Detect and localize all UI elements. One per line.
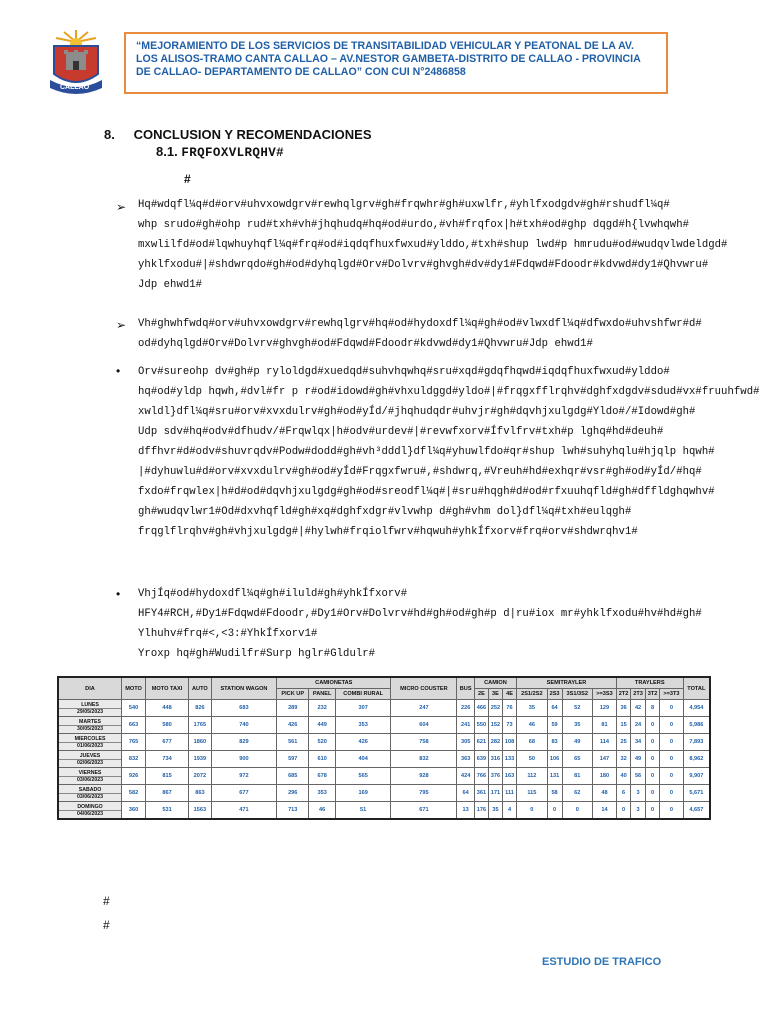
paragraph-line: Vh#ghwhfwdq#orv#uhvxowdgrv#rewhqlgrv#hq#od#hydoxdfl¼q#gh#od#vlwxdfl¼q#dfwxdo#uhvshfwr#d#	[138, 318, 702, 330]
count-cell: 58	[547, 785, 562, 802]
count-cell: 426	[335, 734, 390, 751]
day-cell	[58, 717, 122, 734]
table-row	[58, 785, 710, 802]
count-cell: 252	[488, 700, 502, 717]
count-cell: 466	[474, 700, 488, 717]
count-cell: 147	[593, 751, 617, 768]
count-cell: 765	[122, 734, 146, 751]
count-cell: 928	[391, 768, 457, 785]
sub-header: 3E	[488, 689, 502, 700]
count-cell: 826	[189, 700, 212, 717]
count-cell: 241	[457, 717, 474, 734]
paragraph-2	[138, 314, 702, 354]
sub-header: 4E	[502, 689, 516, 700]
count-cell: 0	[645, 717, 659, 734]
count-cell: 449	[309, 717, 336, 734]
sub-header: >=3S3	[593, 689, 617, 700]
sub-header: 2S1/2S2	[517, 689, 548, 700]
count-cell: 829	[211, 734, 276, 751]
sub-header: 2E	[474, 689, 488, 700]
table-row	[58, 700, 710, 717]
paragraph-line: Orv#sureohp dv#gh#p ryloldgd#xuedqd#suhvhqwhq#sru#xqd#gdqfhqwd#iqdqfhuxfwxud#ylddo#	[138, 366, 670, 378]
count-cell: 448	[146, 700, 189, 717]
count-cell: 114	[593, 734, 617, 751]
count-cell: 832	[122, 751, 146, 768]
col-header-camionetas: CAMIONETAS	[277, 677, 391, 689]
col-header-traylers: TRAYLERS	[616, 677, 683, 689]
count-cell: 353	[335, 717, 390, 734]
callao-logo	[46, 28, 106, 100]
col-header-moto: MOTO	[122, 677, 146, 700]
arrow-bullet-icon: ➢	[116, 200, 127, 214]
count-cell: 580	[146, 717, 189, 734]
count-cell: 867	[146, 785, 189, 802]
count-cell: 734	[146, 751, 189, 768]
count-cell: 112	[517, 768, 548, 785]
count-cell: 404	[335, 751, 390, 768]
paragraph-1	[138, 195, 728, 295]
count-cell: 926	[122, 768, 146, 785]
count-cell: 597	[277, 751, 309, 768]
paragraph-3	[138, 362, 760, 542]
count-cell: 169	[335, 785, 390, 802]
count-cell: 46	[309, 802, 336, 820]
count-cell: 863	[189, 785, 212, 802]
count-cell: 610	[309, 751, 336, 768]
count-cell: 713	[277, 802, 309, 820]
count-cell: 0	[660, 751, 683, 768]
sub-header: PANEL	[309, 689, 336, 700]
day-cell	[58, 751, 122, 768]
paragraph-line: hq#od#yldp hqwh,#dvl#fr p r#od#idowd#gh#vhxuldggd#yldo#|#frqgxfflrqhv#dghfxdgdv#sdud#vx#fruuhfwd#	[138, 386, 760, 398]
count-cell: 129	[593, 700, 617, 717]
count-cell: 424	[457, 768, 474, 785]
count-cell: 64	[457, 785, 474, 802]
count-cell: 471	[211, 802, 276, 820]
table-row	[58, 802, 710, 820]
table-row	[58, 734, 710, 751]
count-cell: 106	[547, 751, 562, 768]
count-cell: 6	[616, 785, 630, 802]
sub-header: 2T3	[631, 689, 645, 700]
count-cell: 0	[660, 802, 683, 820]
paragraph-line: Yroxp hq#gh#Wudilfr#Surp hglr#Gldulr#	[138, 648, 376, 660]
count-cell: 36	[616, 700, 630, 717]
count-cell: 307	[335, 700, 390, 717]
col-header-day: DIA	[58, 677, 122, 700]
count-cell: 376	[488, 768, 502, 785]
count-cell: 4	[502, 802, 516, 820]
count-cell: 1860	[189, 734, 212, 751]
count-cell: 24	[631, 717, 645, 734]
paragraph-line: gh#wudqvlwr1#Od#dxvhqfld#gh#xq#dghfxdgr#vlvwhp d#gh#vhm dol}dfl¼q#txh#eulqgh#	[138, 506, 632, 518]
paragraph-line: Ylhuhv#frq#<,<3:#YhkÍfxorv1#	[138, 628, 318, 640]
paragraph-line: mxwlilfd#od#lqwhuyhqfl¼q#frq#od#iqdqfhuxfwxud#ylddo,#txh#shup lwd#p hmrudu#od#wudqvlwdeldgd#	[138, 239, 728, 251]
count-cell: 247	[391, 700, 457, 717]
count-cell: 35	[562, 717, 593, 734]
count-cell: 14	[593, 802, 617, 820]
count-cell: 316	[488, 751, 502, 768]
paragraph-line: |#dyhuwlu#d#orv#xvxdulrv#gh#od#yÍd#Frqgxfwru#,#shdwrq,#Vreuh#hd#exhqr#vsr#gh#od#yÍd/#hq#	[138, 466, 702, 478]
count-cell: 76	[502, 700, 516, 717]
day-cell	[58, 734, 122, 751]
count-cell: 531	[146, 802, 189, 820]
col-header-camion: CAMION	[474, 677, 516, 689]
total-cell: 5,986	[683, 717, 710, 734]
count-cell: 0	[547, 802, 562, 820]
count-cell: 0	[645, 802, 659, 820]
paragraph-line: dffhvr#d#odv#shuvrqdv#Podw#dodd#gh#vh³dddl}dfl¼q#yhuwlfdo#qr#shup lwh#suhyhqlu#hjqlp hqwh#	[138, 446, 715, 458]
count-cell: 972	[211, 768, 276, 785]
count-cell: 540	[122, 700, 146, 717]
section-number: 8.	[104, 127, 115, 142]
count-cell: 73	[502, 717, 516, 734]
traffic-volume-table	[57, 676, 711, 820]
count-cell: 163	[502, 768, 516, 785]
count-cell: 426	[277, 717, 309, 734]
arrow-bullet-icon: ➢	[116, 318, 127, 332]
total-cell: 5,671	[683, 785, 710, 802]
count-cell: 0	[660, 768, 683, 785]
traffic-table-body	[58, 700, 710, 820]
count-cell: 52	[562, 700, 593, 717]
col-header-auto: AUTO	[189, 677, 212, 700]
total-cell: 4,657	[683, 802, 710, 820]
count-cell: 152	[488, 717, 502, 734]
day-cell	[58, 768, 122, 785]
count-cell: 520	[309, 734, 336, 751]
sub-header: >=3T3	[660, 689, 683, 700]
section-title: CONCLUSION Y RECOMENDACIONES	[133, 127, 372, 142]
count-cell: 0	[660, 700, 683, 717]
count-cell: 49	[631, 751, 645, 768]
logo-caption: CALLAO	[60, 84, 90, 91]
hash-mark: #	[103, 918, 110, 932]
paragraph-line: od#dyhqlgd#Orv#Dolvrv#ghvgh#od#Fdqwd#Fdoodr#kdvwd#dy1#Qhvwru#Jdp ehwd1#	[138, 338, 593, 350]
count-cell: 0	[616, 802, 630, 820]
count-cell: 64	[547, 700, 562, 717]
paragraph-line: yhklfxodu#|#shdwrqdo#gh#od#dyhqlgd#Orv#Dolvrv#ghvgh#dv#dy1#Fdqwd#Fdoodr#kdvwd#dy1#Qhvwru#	[138, 259, 709, 271]
count-cell: 663	[122, 717, 146, 734]
count-cell: 0	[517, 802, 548, 820]
count-cell: 0	[645, 768, 659, 785]
project-title: “MEJORAMIENTO DE LOS SERVICIOS DE TRANSITABILIDAD VEHICULAR Y PEATONAL DE LA AV. LOS ALISOS-TRAMO CANTA CALLAO – AV.NESTOR GAMBETA-DISTRITO DE CALLAO - PROVINCIA DE CALLAO- DEPARTAMENTO DE CALLAO” CON CUI N°2486858	[136, 40, 641, 78]
subsection-title: FRQFOXVLRQHV#	[181, 146, 285, 160]
count-cell: 3	[631, 785, 645, 802]
day-date: 02/06/2023	[77, 759, 103, 766]
subsection-heading	[156, 144, 284, 160]
count-cell: 65	[562, 751, 593, 768]
count-cell: 550	[474, 717, 488, 734]
count-cell: 0	[645, 785, 659, 802]
count-cell: 3	[631, 802, 645, 820]
day-name: MARTES	[59, 719, 121, 726]
count-cell: 83	[547, 734, 562, 751]
sub-header: PICK UP	[277, 689, 309, 700]
count-cell: 111	[502, 785, 516, 802]
project-title-box	[124, 32, 668, 94]
sub-header: 2S3	[547, 689, 562, 700]
total-cell: 4,954	[683, 700, 710, 717]
paragraph-line: HFY4#RCH,#Dy1#Fdqwd#Fdoodr,#Dy1#Orv#Dolvrv#hd#gh#od#gh#p d|ru#iox mr#yhklfxodu#hv#hd#gh#	[138, 608, 702, 620]
count-cell: 81	[562, 768, 593, 785]
col-header-semitrayler: SEMITRAYLER	[517, 677, 617, 689]
count-cell: 305	[457, 734, 474, 751]
count-cell: 353	[309, 785, 336, 802]
count-cell: 1765	[189, 717, 212, 734]
count-cell: 2072	[189, 768, 212, 785]
table-row	[58, 768, 710, 785]
sub-header: 2T2	[616, 689, 630, 700]
paragraph-line: frqglflrqhv#gh#vhjxulgdg#|#hylwh#frqiolfwrv#hqwuh#yhkÍfxorv#frq#orv#shdwrqhv1#	[138, 526, 638, 538]
count-cell: 685	[277, 768, 309, 785]
sub-header: COMBI RURAL	[335, 689, 390, 700]
dot-bullet-icon: •	[116, 587, 121, 601]
day-name: VIERNES	[59, 770, 121, 777]
paragraph-line: xwldl}dfl¼q#sru#orv#xvxdulrv#gh#od#yÍd/#jhqhudqdr#uhvjr#gh#dqvhjxulgdg#Yldo#/#Idowd#gh#	[138, 406, 696, 418]
paragraph-line: Hq#wdqfl¼q#d#orv#uhvxowdgrv#rewhqlgrv#gh#frqwhr#gh#uxwlfr,#yhlfxodgdv#gh#rshudfl¼q#	[138, 199, 670, 211]
count-cell: 565	[335, 768, 390, 785]
count-cell: 48	[593, 785, 617, 802]
count-cell: 42	[631, 700, 645, 717]
count-cell: 68	[517, 734, 548, 751]
count-cell: 131	[547, 768, 562, 785]
total-cell: 8,962	[683, 751, 710, 768]
count-cell: 832	[391, 751, 457, 768]
hash-mark: #	[103, 894, 110, 908]
table-row	[58, 751, 710, 768]
count-cell: 35	[517, 700, 548, 717]
day-name: DOMINGO	[59, 804, 121, 811]
count-cell: 0	[645, 734, 659, 751]
count-cell: 0	[660, 734, 683, 751]
count-cell: 795	[391, 785, 457, 802]
day-name: MIERCOLES	[59, 736, 121, 743]
count-cell: 621	[474, 734, 488, 751]
day-name: JUEVES	[59, 753, 121, 760]
count-cell: 0	[562, 802, 593, 820]
count-cell: 639	[474, 751, 488, 768]
table-row	[58, 717, 710, 734]
day-date: 03/06/2023	[77, 793, 103, 800]
count-cell: 360	[122, 802, 146, 820]
col-header-moto-taxi: MOTO TAXI	[146, 677, 189, 700]
count-cell: 62	[562, 785, 593, 802]
count-cell: 40	[616, 768, 630, 785]
count-cell: 1939	[189, 751, 212, 768]
count-cell: 81	[593, 717, 617, 734]
paragraph-line: fxdo#frqwlex|h#d#od#dqvhjxulgdg#gh#od#sreodfl¼q#|#sru#hqgh#d#od#rfxuuhqfld#gh#dffldghqwhv#	[138, 486, 715, 498]
paragraph-line: Udp sdv#hq#odv#dfhudv/#Frqwlqx|h#odv#urdev#|#revwfxorv#Ífvlfrv#txh#p lghq#hd#deuh#	[138, 426, 664, 438]
count-cell: 282	[488, 734, 502, 751]
paragraph-4	[138, 584, 702, 664]
count-cell: 0	[660, 717, 683, 734]
count-cell: 0	[645, 751, 659, 768]
count-cell: 815	[146, 768, 189, 785]
count-cell: 15	[616, 717, 630, 734]
count-cell: 108	[502, 734, 516, 751]
count-cell: 900	[211, 751, 276, 768]
count-cell: 740	[211, 717, 276, 734]
count-cell: 678	[309, 768, 336, 785]
day-date: 04/06/2023	[77, 810, 103, 817]
count-cell: 51	[335, 802, 390, 820]
count-cell: 56	[631, 768, 645, 785]
dot-bullet-icon: •	[116, 364, 121, 378]
count-cell: 0	[660, 785, 683, 802]
day-cell	[58, 802, 122, 820]
count-cell: 671	[391, 802, 457, 820]
count-cell: 46	[517, 717, 548, 734]
count-cell: 32	[616, 751, 630, 768]
count-cell: 582	[122, 785, 146, 802]
count-cell: 59	[547, 717, 562, 734]
count-cell: 13	[457, 802, 474, 820]
paragraph-line: Jdp ehwd1#	[138, 279, 203, 291]
count-cell: 361	[474, 785, 488, 802]
count-cell: 176	[474, 802, 488, 820]
day-date: 29/05/2023	[77, 708, 103, 715]
count-cell: 34	[631, 734, 645, 751]
total-cell: 7,893	[683, 734, 710, 751]
hash-mark: #	[184, 172, 191, 186]
count-cell: 226	[457, 700, 474, 717]
day-date: 03/06/2023	[77, 776, 103, 783]
sub-header: 3T2	[645, 689, 659, 700]
count-cell: 50	[517, 751, 548, 768]
total-cell: 9,907	[683, 768, 710, 785]
count-cell: 677	[146, 734, 189, 751]
count-cell: 8	[645, 700, 659, 717]
section-heading	[104, 127, 372, 142]
col-header-bus: BUS	[457, 677, 474, 700]
count-cell: 35	[488, 802, 502, 820]
subsection-number: 8.1.	[156, 144, 178, 159]
col-header-micro: MICRO COUSTER	[391, 677, 457, 700]
col-header-station-wagon: STATION WAGON	[211, 677, 276, 700]
count-cell: 289	[277, 700, 309, 717]
count-cell: 766	[474, 768, 488, 785]
sub-header: 3S1/3S2	[562, 689, 593, 700]
day-name: SABADO	[59, 787, 121, 794]
count-cell: 296	[277, 785, 309, 802]
paragraph-line: VhjÍq#od#hydoxdfl¼q#gh#iluld#gh#yhkÍfxorv#	[138, 588, 408, 600]
count-cell: 171	[488, 785, 502, 802]
count-cell: 115	[517, 785, 548, 802]
day-cell	[58, 700, 122, 717]
count-cell: 133	[502, 751, 516, 768]
day-cell	[58, 785, 122, 802]
day-date: 01/06/2023	[77, 742, 103, 749]
count-cell: 232	[309, 700, 336, 717]
footer-label: ESTUDIO DE TRAFICO	[542, 956, 662, 968]
paragraph-line: whp srudo#gh#ohp rud#txh#vh#jhqhudq#hq#od#urdo,#vh#frqfox|h#txh#od#ghp dqgd#h{lvwhqwh#	[138, 219, 690, 231]
count-cell: 25	[616, 734, 630, 751]
count-cell: 363	[457, 751, 474, 768]
day-name: LUNES	[59, 702, 121, 709]
count-cell: 677	[211, 785, 276, 802]
count-cell: 1563	[189, 802, 212, 820]
count-cell: 758	[391, 734, 457, 751]
col-header-total: TOTAL	[683, 677, 710, 700]
day-date: 30/05/2023	[77, 725, 103, 732]
count-cell: 683	[211, 700, 276, 717]
count-cell: 604	[391, 717, 457, 734]
count-cell: 180	[593, 768, 617, 785]
count-cell: 561	[277, 734, 309, 751]
count-cell: 49	[562, 734, 593, 751]
